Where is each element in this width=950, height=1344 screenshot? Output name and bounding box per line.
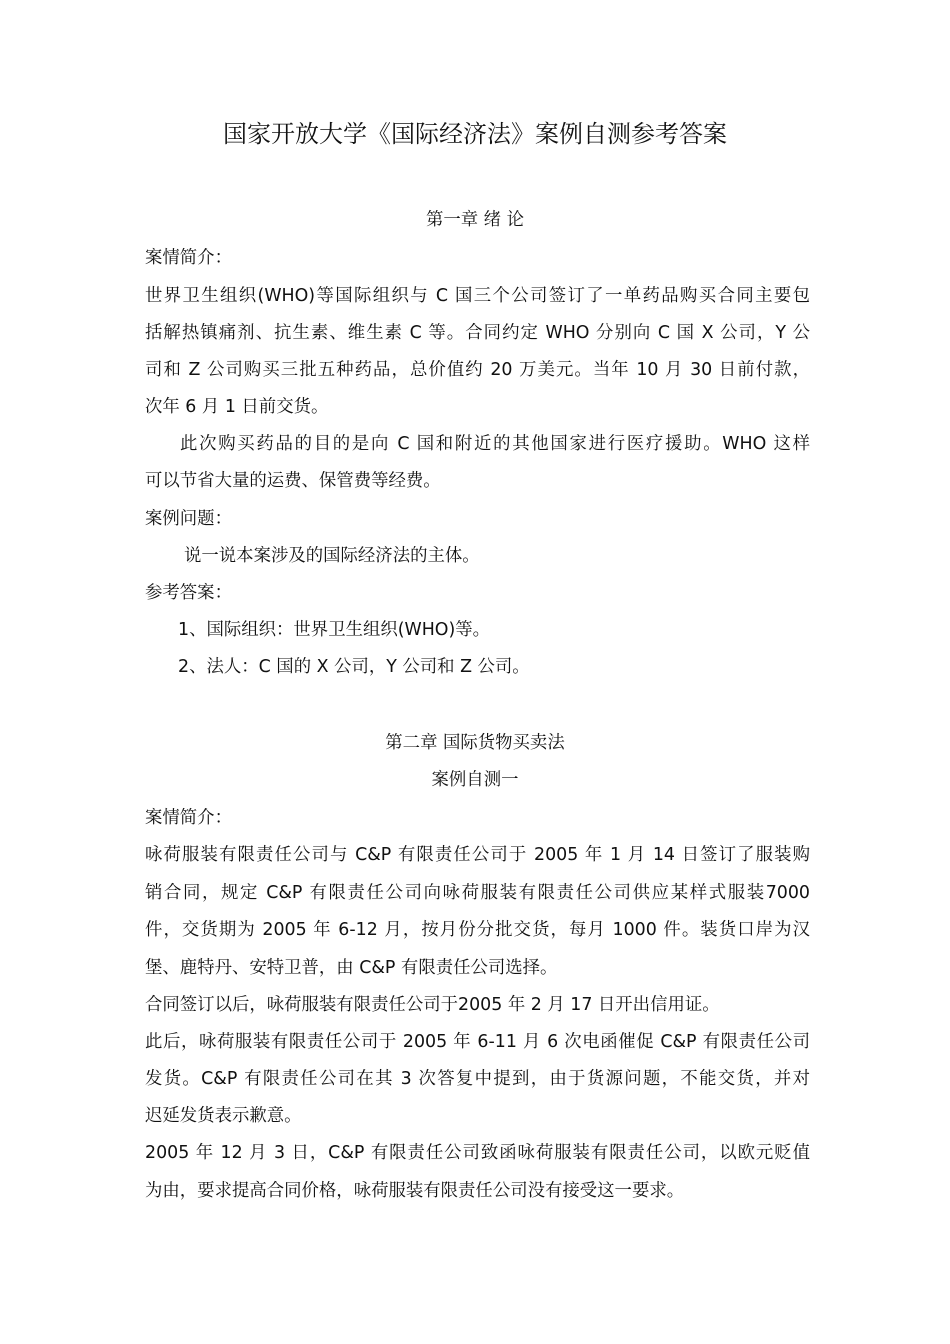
chapter1-case-intro-line: 世界卫生组织(WHO)等国际组织与 C 国三个公司签订了一单药品购买合同主要包 xyxy=(145,286,810,306)
chapter2-case-intro-label: 案情简介： xyxy=(145,808,232,828)
chapter1-question: 说一说本案涉及的国际经济法的主体。 xyxy=(184,546,480,566)
chapter1-case-intro-label: 案情简介： xyxy=(145,248,232,268)
chapter1-case-intro-line: 司和 Z 公司购买三批五种药品，总价值约 20 万美元。当年 10 月 30 日前付款， xyxy=(145,360,810,380)
chapter1-heading: 第一章 绪 论 xyxy=(425,210,524,230)
chapter2-para1-line: 堡、鹿特丹、安特卫普，由 C&P 有限责任公司选择。 xyxy=(145,958,558,978)
chapter1-answer-label: 参考答案： xyxy=(145,583,232,603)
chapter1-purpose-line: 可以节省大量的运费、保管费等经费。 xyxy=(145,471,441,491)
chapter1-question-label: 案例问题： xyxy=(145,509,232,529)
chapter2-para1-line: 件，交货期为 2005 年 6-12 月，按月份分批交货，每月 1000 件。装货口岸为汉 xyxy=(145,920,810,940)
chapter1-purpose-line: 此次购买药品的目的是向 C 国和附近的其他国家进行医疗援助。WHO 这样 xyxy=(180,434,810,454)
chapter2-heading: 第二章 国际货物买卖法 xyxy=(385,733,565,753)
chapter2-para3-line: 迟延发货表示歉意。 xyxy=(145,1106,302,1126)
chapter2-para2: 合同签订以后，咏荷服装有限责任公司于2005 年 2 月 17 日开出信用证。 xyxy=(145,995,720,1015)
chapter2-subheading: 案例自测一 xyxy=(431,770,519,790)
chapter2-para1-line: 销合同，规定 C&P 有限责任公司向咏荷服装有限责任公司供应某样式服装7000 xyxy=(145,883,810,903)
chapter2-para1-line: 咏荷服装有限责任公司与 C&P 有限责任公司于 2005 年 1 月 14 日签订了服装购 xyxy=(145,845,810,865)
chapter1-case-intro-line: 次年 6 月 1 日前交货。 xyxy=(145,397,329,417)
chapter1-case-intro-line: 括解热镇痛剂、抗生素、维生素 C 等。合同约定 WHO 分别向 C 国 X 公司，Y 公 xyxy=(145,323,810,343)
chapter1-answer-item: 1、国际组织：世界卫生组织(WHO)等。 xyxy=(178,620,491,640)
chapter2-para3-line: 发货。C&P 有限责任公司在其 3 次答复中提到，由于货源问题，不能交货，并对 xyxy=(145,1069,810,1089)
chapter1-answer-item: 2、法人：C 国的 X 公司，Y 公司和 Z 公司。 xyxy=(178,657,530,677)
chapter2-para3-line: 此后，咏荷服装有限责任公司于 2005 年 6-11 月 6 次电函催促 C&P 有限责任公司 xyxy=(145,1032,810,1052)
chapter2-para4-line: 2005 年 12 月 3 日，C&P 有限责任公司致函咏荷服装有限责任公司，以欧元贬值 xyxy=(145,1143,810,1163)
document-title: 国家开放大学《国际经济法》案例自测参考答案 xyxy=(223,120,727,148)
chapter2-para4-line: 为由，要求提高合同价格，咏荷服装有限责任公司没有接受这一要求。 xyxy=(145,1181,685,1201)
